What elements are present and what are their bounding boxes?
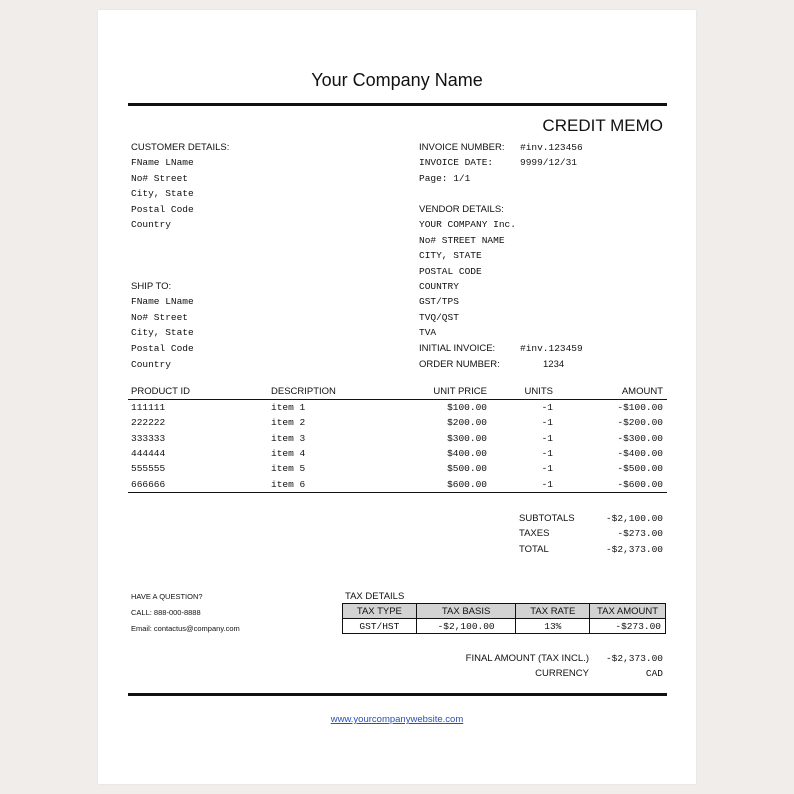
col-description: DESCRIPTION [268, 386, 408, 400]
order-number-label: ORDER NUMBER: [419, 359, 500, 370]
cell-product-id: 333333 [131, 432, 166, 444]
cell-units: -1 [541, 432, 553, 444]
col-product-id: PRODUCT ID [128, 386, 268, 400]
question-heading: HAVE A QUESTION? [131, 592, 203, 601]
tax-header-row [343, 604, 666, 619]
cell-product-id: 444444 [131, 448, 166, 460]
order-number-value: 1234 [543, 359, 565, 370]
cell-description: item 2 [271, 417, 306, 429]
taxes-label: TAXES [519, 528, 550, 539]
customer-heading: CUSTOMER DETAILS: [131, 142, 230, 153]
tax-details-table [342, 603, 666, 634]
ship-to-line: Country [131, 359, 171, 370]
invoice-date-label: INVOICE DATE: [419, 157, 494, 168]
total-label: TOTAL [519, 544, 549, 555]
vendor-line: POSTAL CODE [419, 266, 482, 277]
final-amount-label: FINAL AMOUNT (TAX INCL.) [465, 653, 589, 664]
table-row [128, 476, 667, 492]
cell-description: item 3 [271, 432, 306, 444]
cell-amount: -$500.00 [617, 463, 663, 475]
subtotals-label: SUBTOTALS [519, 513, 575, 524]
currency-value: CAD [645, 668, 663, 679]
table-header-row [128, 386, 667, 400]
cell-description: item 1 [271, 402, 306, 414]
ship-to-line: No# Street [131, 312, 189, 323]
cell-product-id: 222222 [131, 417, 166, 429]
taxes-value: -$273.00 [617, 528, 663, 539]
cell-unit-price: $300.00 [447, 432, 487, 444]
cell-unit-price: $200.00 [447, 417, 487, 429]
table-row [128, 415, 667, 430]
contact-phone: CALL: 888-000-8888 [131, 608, 201, 617]
vendor-heading: VENDOR DETAILS: [419, 204, 504, 215]
ship-to-heading: SHIP TO: [131, 281, 172, 292]
vendor-line: No# STREET NAME [419, 235, 505, 246]
total-value: -$2,373.00 [605, 544, 663, 555]
ship-to-line: FName LName [131, 296, 194, 307]
invoice-page [98, 10, 696, 784]
tax-amount-cell: -$273.00 [590, 619, 666, 634]
col-amount: AMOUNT [561, 386, 667, 400]
vendor-line: COUNTRY [419, 281, 459, 292]
vendor-line: TVQ/QST [419, 312, 459, 323]
currency-label: CURRENCY [535, 668, 589, 679]
website-link[interactable]: www.yourcompanywebsite.com [330, 714, 464, 725]
cell-unit-price: $500.00 [447, 463, 487, 475]
cell-unit-price: $400.00 [447, 448, 487, 460]
cell-unit-price: $100.00 [447, 402, 487, 414]
cell-product-id: 555555 [131, 463, 166, 475]
final-amount-value: -$2,373.00 [605, 653, 663, 664]
vendor-line: CITY, STATE [419, 250, 482, 261]
cell-amount: -$300.00 [617, 432, 663, 444]
cell-product-id: 666666 [128, 476, 268, 492]
tax-type-cell: GST/HST [343, 619, 417, 634]
tax-col-basis: TAX BASIS [416, 604, 516, 619]
cell-units: -1 [541, 448, 553, 460]
tax-rate-cell: 13% [516, 619, 590, 634]
cell-amount: -$100.00 [617, 402, 663, 414]
cell-units: -1 [541, 402, 553, 414]
footer-divider [128, 693, 667, 696]
col-units: UNITS [491, 386, 561, 400]
page-number: Page: 1/1 [419, 173, 471, 184]
header-divider [128, 103, 667, 106]
table-row [128, 400, 667, 416]
cell-description: item 4 [271, 448, 306, 460]
invoice-number-value: #inv.123456 [520, 142, 583, 153]
doc-title: CREDIT MEMO [542, 116, 663, 135]
invoice-date-value: 9999/12/31 [520, 157, 578, 168]
tax-basis-cell: -$2,100.00 [416, 619, 516, 634]
cell-product-id: 111111 [131, 402, 166, 414]
customer-line: City, State [131, 188, 194, 199]
initial-invoice-label: INITIAL INVOICE: [419, 343, 496, 354]
tax-col-type: TAX TYPE [343, 604, 417, 619]
invoice-number-label: INVOICE NUMBER: [419, 142, 505, 153]
customer-line: FName LName [131, 157, 194, 168]
col-unit-price: UNIT PRICE [408, 386, 491, 400]
table-row [128, 431, 667, 446]
cell-description: item 6 [268, 476, 408, 492]
cell-units: -1 [541, 463, 553, 475]
tax-col-rate: TAX RATE [516, 604, 590, 619]
table-row [128, 446, 667, 461]
company-name: Your Company Name [311, 70, 483, 90]
tax-details-heading: TAX DETAILS [345, 591, 405, 602]
customer-line: No# Street [131, 173, 189, 184]
cell-unit-price: $600.00 [408, 476, 491, 492]
customer-line: Postal Code [131, 204, 194, 215]
vendor-line: GST/TPS [419, 296, 459, 307]
contact-email: Email: contactus@company.com [131, 624, 240, 633]
vendor-line: YOUR COMPANY Inc. [419, 219, 516, 230]
ship-to-line: Postal Code [131, 343, 194, 354]
cell-description: item 5 [271, 463, 306, 475]
subtotals-value: -$2,100.00 [605, 513, 663, 524]
vendor-line: TVA [419, 327, 437, 338]
table-row [128, 461, 667, 476]
cell-amount: -$600.00 [561, 476, 667, 492]
initial-invoice-value: #inv.123459 [520, 343, 583, 354]
customer-line: Country [131, 219, 171, 230]
ship-to-line: City, State [131, 327, 194, 338]
cell-amount: -$200.00 [617, 417, 663, 429]
cell-units: -1 [541, 417, 553, 429]
cell-units: -1 [491, 476, 561, 492]
line-items-table [128, 386, 667, 493]
cell-amount: -$400.00 [617, 448, 663, 460]
tax-row [343, 619, 666, 634]
tax-col-amount: TAX AMOUNT [590, 604, 666, 619]
